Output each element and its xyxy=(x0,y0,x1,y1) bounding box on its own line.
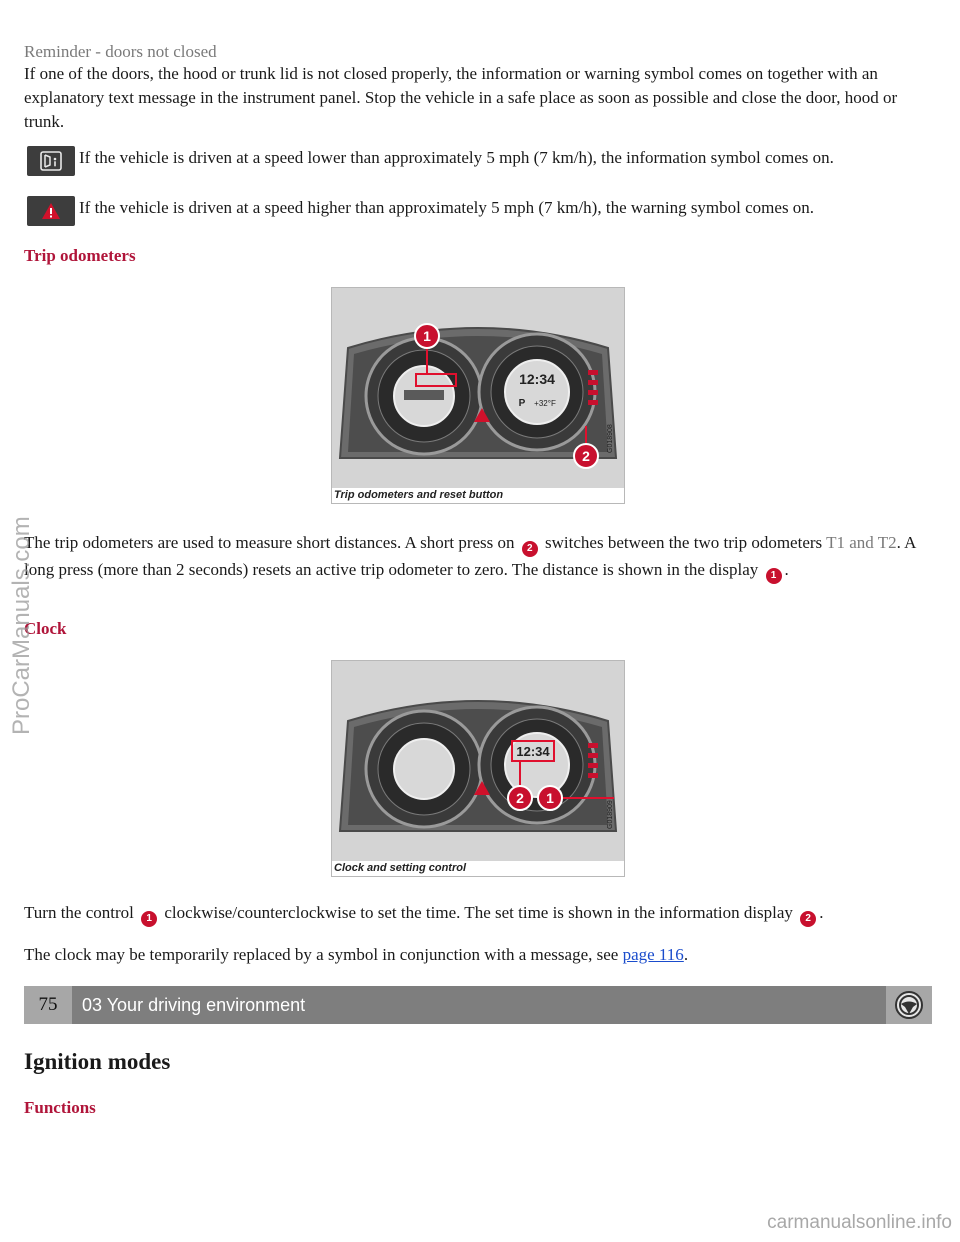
steering-wheel-icon xyxy=(886,986,932,1024)
clock-text-b: clockwise/counterclockwise to set the time. The set time is shown in the information display xyxy=(164,903,793,922)
chapter-title: 03 Your driving environment xyxy=(82,995,306,1015)
clock-text2-a: The clock may be temporarily replaced by a symbol in conjunction with a message, see xyxy=(24,945,619,964)
trip-ref-t1-t2: T1 and T2 xyxy=(826,533,897,552)
information-symbol-icon xyxy=(27,146,75,176)
trip-callout-2: 2 xyxy=(582,448,590,464)
ignition-heading: Ignition modes xyxy=(24,1049,171,1074)
trip-text-b: switches between the two trip odometers xyxy=(545,533,823,552)
chapter-header-bar xyxy=(24,986,932,1024)
watermark-procarmanuals: ProCarManuals.com xyxy=(8,516,35,735)
clock-paragraph-1 xyxy=(24,901,936,927)
clock-figure-caption: Clock and setting control xyxy=(334,862,467,874)
trip-paragraph xyxy=(24,530,936,584)
trip-figure-code: G018908 xyxy=(607,424,614,453)
functions-subheading: Functions xyxy=(24,1098,96,1117)
clock-figure-code: G018909 xyxy=(607,800,614,829)
trip-text-c: . A long press (more than 2 seconds) resets an active trip odometer to zero. The distance is shown in the display xyxy=(24,533,916,579)
trip-odometer-figure xyxy=(331,287,625,504)
clock-text-c: . xyxy=(819,903,824,922)
watermark-carmanualsonline: carmanualsonline.info xyxy=(767,1212,952,1233)
trip-callout-1: 1 xyxy=(423,328,431,344)
trip-cluster-temp: +32°F xyxy=(534,399,556,408)
badge-1: 1 xyxy=(766,568,782,584)
clock-badge-2: 2 xyxy=(800,911,816,927)
page-number: 75 xyxy=(24,986,72,1024)
trip-cluster-gear: P xyxy=(518,398,526,409)
clock-callout-1: 1 xyxy=(546,790,554,806)
page-116-link[interactable]: page 116 xyxy=(622,945,684,964)
clock-cluster-illustration xyxy=(332,661,624,876)
clock-figure xyxy=(331,660,625,877)
trip-cluster-time: 12:34 xyxy=(519,371,555,387)
badge-2: 2 xyxy=(522,541,538,557)
reminder-heading: Reminder - doors not closed xyxy=(24,42,217,61)
clock-callout-2: 2 xyxy=(516,790,524,806)
reminder-body: If one of the doors, the hood or trunk lid is not closed properly, the information or warning symbol comes on together with an explanatory text message in the instrument panel. Stop the vehicle in a safe place as soon as possible and close the door, hood or trunk. xyxy=(24,64,898,131)
trip-text-d: . xyxy=(784,560,789,579)
warning-symbol-text: If the vehicle is driven at a speed higher than approximately 5 mph (7 km/h), the warning symbol comes on. xyxy=(79,198,815,217)
trip-figure-caption: Trip odometers and reset button xyxy=(334,489,504,501)
trip-text-a: The trip odometers are used to measure short distances. A short press on xyxy=(24,533,515,552)
instrument-cluster-illustration xyxy=(332,288,624,503)
info-symbol-text: If the vehicle is driven at a speed lower than approximately 5 mph (7 km/h), the information symbol comes on. xyxy=(79,148,834,167)
clock-paragraph-2 xyxy=(24,943,936,967)
trip-heading: Trip odometers xyxy=(24,246,136,265)
clock-cluster-time: 12:34 xyxy=(516,744,550,759)
clock-text2-b: . xyxy=(683,945,689,964)
warning-triangle-icon xyxy=(27,196,75,226)
clock-heading: Clock xyxy=(24,619,67,638)
clock-badge-1: 1 xyxy=(141,911,157,927)
clock-text-a: Turn the control xyxy=(24,903,134,922)
